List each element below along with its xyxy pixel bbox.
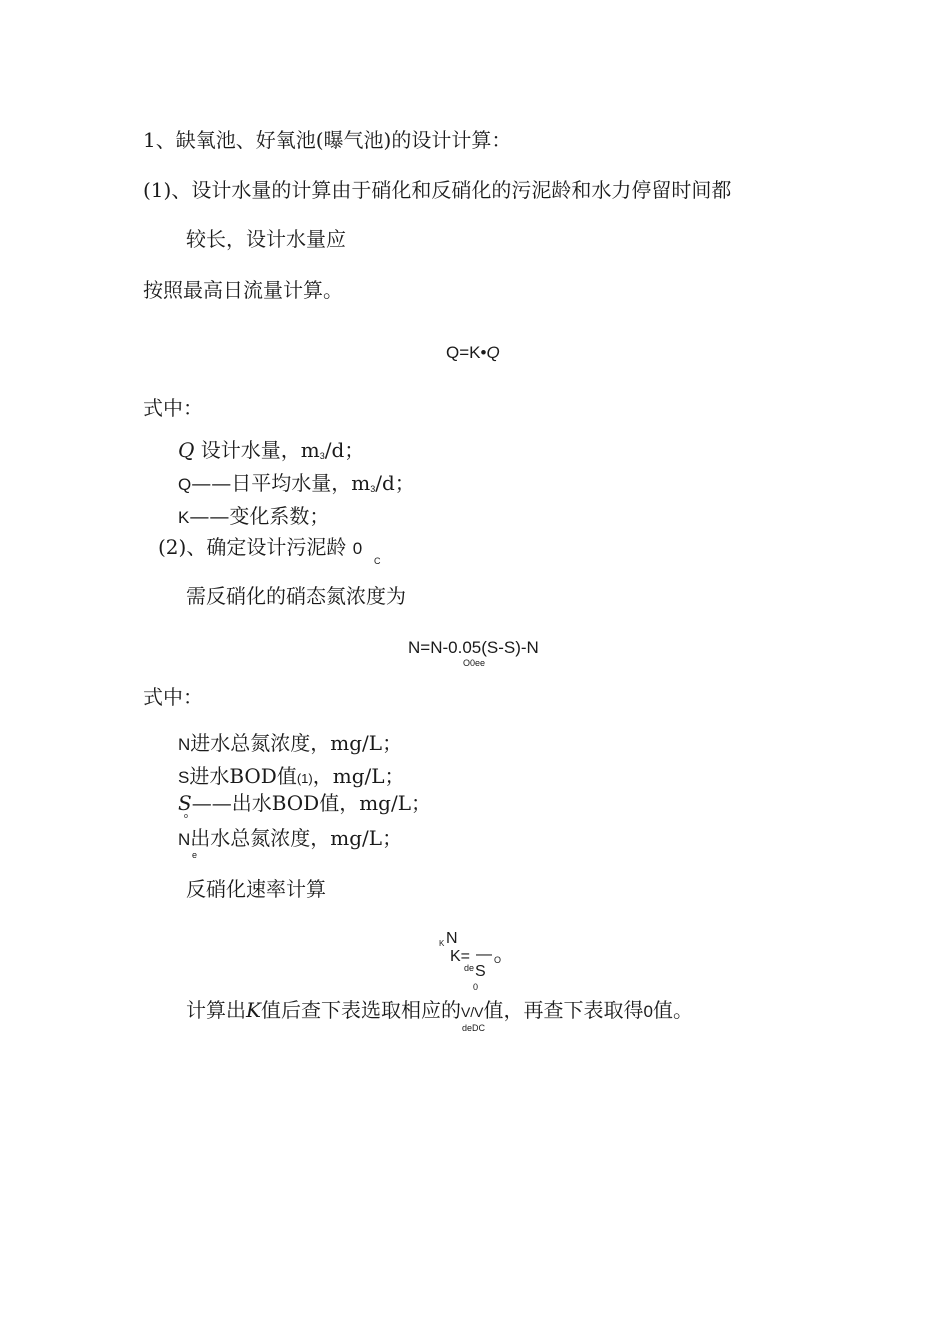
final-pre: 计算出 (186, 998, 246, 1022)
def-effluent-nitrogen-symbol: N (178, 830, 191, 849)
formula3-k-superscript: K (439, 939, 445, 948)
def-influent-nitrogen (178, 733, 402, 753)
def-effluent-bod (178, 793, 431, 813)
final-line (186, 1000, 693, 1020)
step1-line1: (1)、设计水量的计算由于硝化和反硝化的污泥龄和水力停留时间都 (143, 178, 732, 202)
def-effluent-nitrogen (178, 828, 402, 848)
def-influent-bod-text: 进水BOD值 (189, 764, 297, 788)
final-post: 值，再查下表取得 (483, 998, 644, 1022)
formula3-denominator: S (475, 963, 486, 980)
formula3-zero-subscript: 0 (473, 982, 479, 992)
def-average-flow-unit: /d； (375, 471, 415, 495)
step2-symbol: 0 (352, 539, 363, 558)
rate-title: 反硝化速率计算 (186, 877, 326, 901)
formula-design-flow (446, 344, 500, 361)
formula1-lhs: Q=K• (446, 343, 487, 362)
def-effluent-bod-subscript: o (184, 813, 188, 820)
step1-line2: 较长，设计水量应 (186, 227, 346, 251)
final-mid: 值后查下表选取相应的 (260, 998, 461, 1022)
def-design-flow-sub: 3 (319, 451, 325, 461)
def-effluent-bod-text: ——出水BOD值，mg/L； (191, 791, 431, 815)
formula1-rhs: Q (486, 343, 500, 362)
def-influent-bod-tail: ，mg/L； (312, 764, 405, 788)
def-effluent-nitrogen-text: 出水总氮浓度，mg/L； (190, 826, 403, 850)
def-average-flow (178, 473, 415, 494)
def-average-flow-symbol: Q (178, 475, 192, 494)
formula-nitrate-subscripts: O0ee (463, 658, 486, 668)
def-variation-text: ——变化系数； (189, 504, 330, 528)
def-influent-nitrogen-text: 进水总氮浓度，mg/L； (190, 731, 403, 755)
final-k: K (246, 998, 261, 1022)
def-design-flow-text: 设计水量，m (200, 438, 320, 462)
where-label-2: 式中： (143, 685, 203, 709)
step2-subscript: C (374, 556, 381, 566)
formula3-fraction-bar: — (476, 946, 492, 963)
def-influent-bod (178, 766, 405, 786)
def-design-flow-symbol: Q (178, 438, 195, 462)
def-influent-bod-note: (1) (296, 771, 313, 786)
final-end: 值。 (653, 998, 693, 1022)
final-zero: 0 (643, 1002, 653, 1021)
section-heading: 1、缺氧池、好氧池(曝气池)的设计计算： (143, 128, 512, 152)
formula3-lhs: K= (450, 948, 471, 965)
def-variation-symbol: K (178, 508, 190, 527)
final-subscripts: deDC (462, 1023, 486, 1033)
formula3-o-subscript: O (494, 955, 502, 965)
def-average-flow-text: ——日平均水量，m (191, 471, 371, 495)
final-vv: V/V (460, 1004, 484, 1020)
def-average-flow-sub: 3 (370, 484, 376, 494)
formula3-de-subscript: de (464, 963, 475, 973)
nitrate-line: 需反硝化的硝态氮浓度为 (186, 584, 406, 608)
def-design-flow-unit: /d； (324, 438, 365, 462)
def-influent-nitrogen-symbol: N (178, 735, 191, 754)
def-design-flow (178, 440, 364, 461)
step2-line (158, 537, 362, 557)
def-influent-bod-symbol: S (178, 768, 190, 787)
where-label-1: 式中： (143, 396, 203, 420)
formula-nitrate: N=N-0.05(S-S)-N (408, 638, 539, 657)
def-variation-coefficient (178, 506, 329, 526)
step2-text: (2)、确定设计污泥龄 (158, 535, 347, 559)
def-effluent-bod-symbol: S (178, 791, 192, 815)
formula3-numerator: N (446, 930, 458, 947)
def-effluent-nitrogen-subscript: e (192, 850, 198, 860)
step1-line3: 按照最高日流量计算。 (143, 278, 343, 302)
